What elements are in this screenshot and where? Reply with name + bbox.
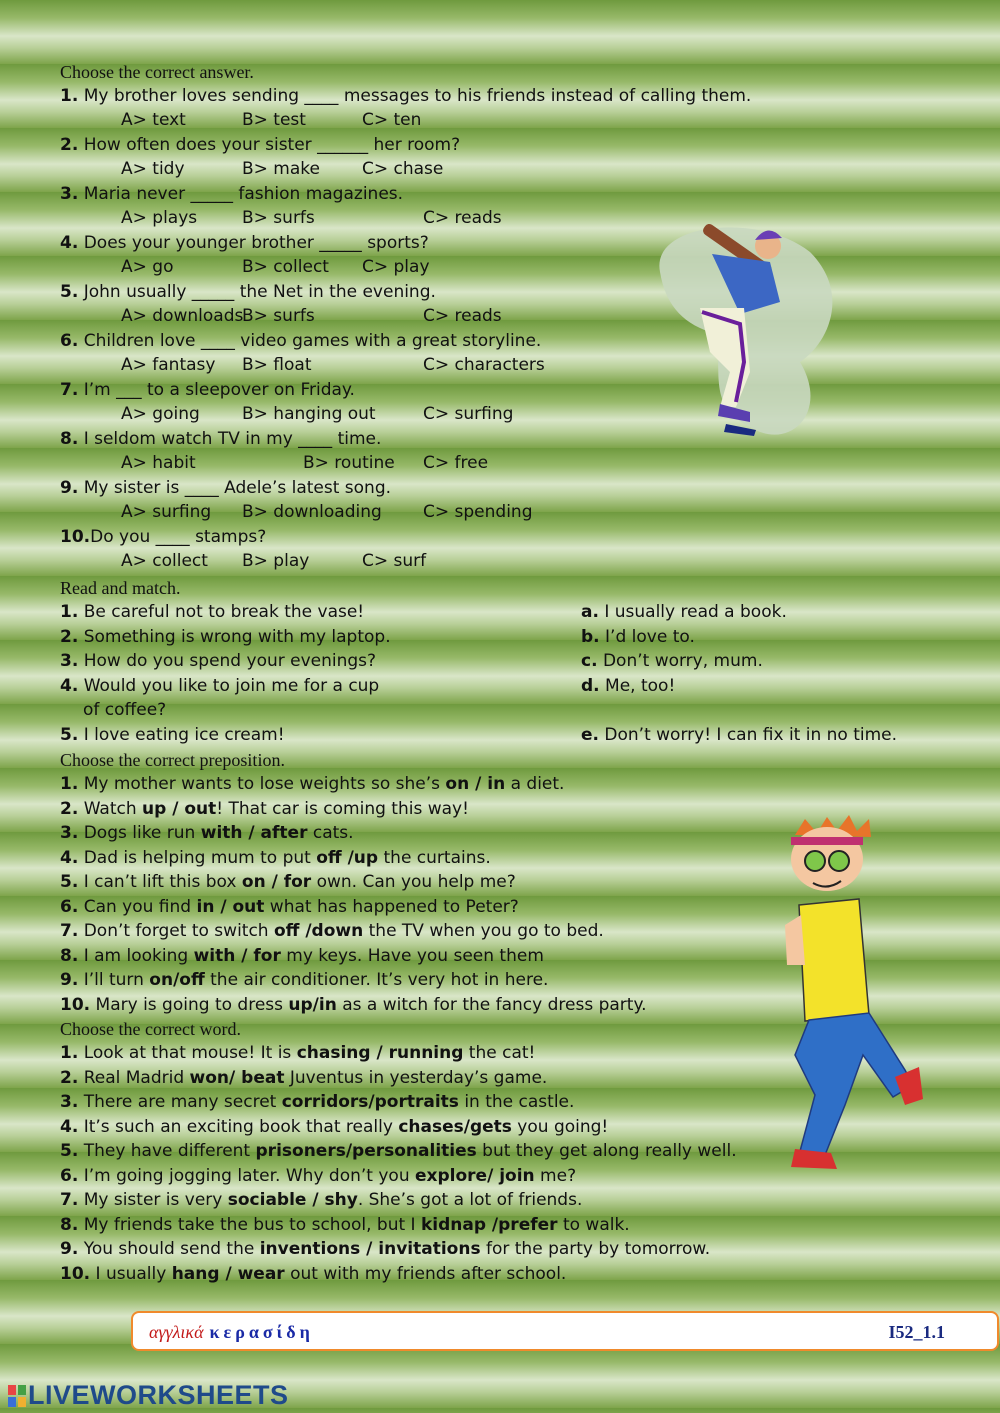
sentence-text-before: I’ll turn [83,970,150,990]
match-right-item [581,723,897,747]
answer-option-a[interactable]: A> fantasy [121,355,216,375]
question-line [60,133,460,157]
question-text: John usually _____ the Net in the evening. [83,282,436,302]
match-number: 3. [60,651,79,671]
sentence-line [60,1139,737,1163]
match-text: Me, too! [605,676,676,696]
word-choice[interactable]: off /up [316,847,379,868]
sentence-text-before: Dogs like run [83,823,201,843]
sentence-number: 5. [60,872,79,892]
sentence-line [60,895,519,919]
question-number: 5. [60,282,79,302]
match-left-item [60,674,379,698]
match-text: Don’t worry, mum. [602,651,763,671]
question-text: How often does your sister ______ her room? [83,135,461,155]
sentence-number: 9. [60,970,79,990]
word-choice[interactable]: kidnap /prefer [420,1214,558,1235]
sentence-text-after: the curtains. [378,847,491,868]
word-choice[interactable]: on / in [445,774,506,794]
match-left-item [60,723,285,747]
sentence-text-after: me? [534,1165,577,1186]
sentence-text-before: They have different [83,1141,256,1161]
sentence-text-after: to walk. [557,1214,630,1235]
match-letter: a. [581,602,599,622]
match-text: I’d love to. [605,627,695,647]
sentence-text-after: a diet. [505,774,565,794]
sentence-text-before: Real Madrid [83,1067,190,1088]
question-line [60,182,403,206]
answer-option-c[interactable]: C> play [362,257,430,277]
sentence-line [60,821,354,845]
sentence-text-before: I am looking [83,945,194,966]
sentence-text-before: Mary is going to dress [95,994,289,1015]
word-choice[interactable]: up/in [288,994,337,1015]
sentence-text-after: for the party by tomorrow. [480,1239,711,1259]
sentence-line [60,1115,608,1139]
match-right-item [581,600,787,624]
sentence-line [60,1188,582,1212]
sentence-text-before: I can’t lift this box [83,872,242,892]
baseball-player-illustration [640,212,840,442]
sentence-text-after: as a witch for the fancy dress party. [336,994,647,1015]
match-text: Something is wrong with my laptop. [83,627,391,647]
section1-heading: Choose the correct answer. [60,62,254,82]
sentence-line [60,968,548,992]
match-number: 2. [60,627,79,647]
sentence-number: 10. [60,1263,91,1284]
sentence-line [60,772,564,796]
word-choice[interactable]: in / out [196,896,265,917]
sentence-number: 8. [60,945,79,966]
sentence-number: 1. [60,1043,79,1063]
word-choice[interactable]: on / for [241,872,312,892]
answer-option-a[interactable]: A> plays [121,208,198,228]
question-number: 1. [60,86,79,106]
match-text: of coffee? [83,700,167,720]
sentence-number: 10. [60,994,91,1015]
answer-option-c[interactable]: C> surf [362,551,427,571]
sentence-text-before: Watch [83,798,143,819]
footer-banner [131,1311,999,1351]
match-letter: b. [581,627,600,647]
sentence-text-before: Can you find [83,896,197,917]
question-number: 6. [60,331,79,351]
answer-option-a[interactable]: A> habit [121,453,196,473]
answer-option-b[interactable]: B> make [242,159,320,179]
answer-option-a[interactable]: A> tidy [121,159,185,179]
match-number: 5. [60,725,79,745]
answer-option-b[interactable]: B> surfs [242,208,315,228]
sentence-text-after: . She’s got a lot of friends. [357,1190,583,1210]
sentence-text-after: ! That car is coming this way! [216,798,469,819]
match-left-item [60,600,364,624]
answer-option-c[interactable]: C> free [423,453,489,473]
sentence-text-after: my keys. Have you seen them [280,945,544,966]
sentence-number: 2. [60,798,79,819]
answer-option-b[interactable]: B> hanging out [242,404,376,424]
question-line [60,378,355,402]
sentence-text-after: what has happened to Peter? [264,896,519,917]
section2-heading: Read and match. [60,578,181,598]
sentence-text-after: cats. [307,823,354,843]
sentence-text-after: the air conditioner. It’s very hot in here. [204,970,549,990]
word-choice[interactable]: inventions / invitations [259,1239,481,1259]
sentence-text-after: the TV when you go to bed. [363,921,604,941]
sentence-number: 8. [60,1214,79,1235]
sentence-number: 4. [60,1116,79,1137]
question-text: Do you ____ stamps? [90,527,267,547]
answer-option-a[interactable]: A> going [121,404,200,424]
question-number: 2. [60,135,79,155]
answer-option-b[interactable]: B> play [242,551,310,571]
liveworksheets-logo[interactable] [8,1380,289,1411]
footer-brand-red: αγγλικά [149,1322,204,1342]
word-choice[interactable]: won/ beat [189,1067,285,1088]
sentence-text-before: My friends take the bus to school, but I [83,1214,421,1235]
answer-option-c[interactable]: C> surfing [423,404,514,424]
sentence-text-before: Dad is helping mum to put [83,847,317,868]
question-text: Maria never _____ fashion magazines. [83,184,404,204]
answer-option-a[interactable]: A> go [121,257,174,277]
question-text: I’m ___ to a sleepover on Friday. [83,380,355,400]
sentence-number: 6. [60,896,79,917]
sentence-text-after: out with my friends after school. [284,1263,567,1284]
sentence-text-after: you going! [511,1116,609,1137]
liveworksheets-logo-text: LIVEWORKSHEETS [28,1380,289,1410]
question-text: My brother loves sending ____ messages to his friends instead of calling them. [83,86,752,106]
sentence-number: 1. [60,774,79,794]
sentence-text-before: You should send the [83,1239,260,1259]
answer-option-c[interactable]: C> characters [423,355,545,375]
question-text: I seldom watch TV in my ____ time. [83,429,382,449]
match-text: Would you like to join me for a cup [83,676,380,696]
answer-option-a[interactable]: A> downloads [121,306,244,326]
match-text: I love eating ice cream! [83,725,285,745]
question-number: 3. [60,184,79,204]
sentence-line [60,1041,535,1065]
sentence-text-before: My mother wants to lose weights so she’s [83,774,446,794]
sentence-line [60,1090,574,1114]
word-choice[interactable]: with / for [193,945,281,966]
match-text: How do you spend your evenings? [83,651,377,671]
sentence-text-before: I’m going jogging later. Why don’t you [83,1165,415,1186]
answer-option-c[interactable]: C> reads [423,306,502,326]
sentence-line [60,1262,566,1286]
footer-brand [149,1322,314,1343]
answer-option-b[interactable]: B> float [242,355,312,375]
answer-option-b[interactable]: B> routine [303,453,395,473]
answer-option-c[interactable]: C> spending [423,502,533,522]
liveworksheets-logo-icon [8,1385,26,1407]
sentence-line [60,993,647,1017]
match-left-item [83,698,166,722]
word-choice[interactable]: chasing / running [296,1043,464,1063]
word-choice[interactable]: corridors/portraits [281,1092,459,1112]
question-line [60,525,266,549]
sentence-line [60,797,469,821]
word-choice[interactable]: chases/gets [398,1116,512,1137]
sentence-line [60,919,604,943]
question-text: Does your younger brother _____ sports? [83,233,429,253]
sentence-number: 6. [60,1165,79,1186]
sentence-number: 2. [60,1067,79,1088]
sentence-text-before: My sister is very [83,1190,228,1210]
question-text: My sister is ____ Adele’s latest song. [83,478,392,498]
answer-option-a[interactable]: A> text [121,110,186,130]
sentence-text-before: There are many secret [83,1092,282,1112]
sentence-number: 7. [60,921,79,941]
question-line [60,84,751,108]
match-text: I usually read a book. [604,602,787,622]
footer-code: I52_1.1 [888,1322,945,1342]
jogging-boy-illustration [765,815,930,1180]
answer-option-c[interactable]: C> chase [362,159,444,179]
word-choice[interactable]: on/off [149,970,205,990]
sentence-line [60,870,516,894]
sentence-text-before: Look at that mouse! It is [83,1043,297,1063]
sentence-line [60,1066,547,1090]
sentence-text-after: the cat! [463,1043,536,1063]
question-number: 7. [60,380,79,400]
match-left-item [60,649,376,673]
word-choice[interactable]: explore/ join [415,1165,535,1186]
sentence-text-after: own. Can you help me? [311,872,516,892]
match-letter: c. [581,651,598,671]
match-letter: d. [581,676,600,696]
match-right-item [581,625,695,649]
match-right-item [581,674,675,698]
question-number: 8. [60,429,79,449]
question-line [60,427,381,451]
word-choice[interactable]: hang / wear [171,1263,285,1284]
question-number: 10. [60,527,91,547]
word-choice[interactable]: prisoners/personalities [255,1141,477,1161]
word-choice[interactable]: sociable / shy [227,1190,358,1210]
match-right-item [581,649,763,673]
sentence-number: 3. [60,823,79,843]
match-left-item [60,625,391,649]
sentence-number: 5. [60,1141,79,1161]
answer-option-b[interactable]: B> surfs [242,306,315,326]
sentence-text-before: It’s such an exciting book that really [83,1116,399,1137]
sentence-line [60,1213,630,1237]
question-line [60,476,391,500]
sentence-number: 4. [60,847,79,868]
question-number: 4. [60,233,79,253]
sentence-text-before: Don’t forget to switch [83,921,274,941]
sentence-number: 9. [60,1239,79,1259]
answer-option-a[interactable]: A> collect [121,551,208,571]
sentence-number: 7. [60,1190,79,1210]
sentence-line [60,1237,710,1261]
sentence-line [60,846,491,870]
sentence-text-after: but they get along really well. [476,1141,737,1161]
answer-option-b[interactable]: B> collect [242,257,329,277]
section3-heading: Choose the correct preposition. [60,750,285,770]
question-line [60,231,429,255]
question-line [60,329,541,353]
question-text: Children love ____ video games with a great storyline. [83,331,542,351]
answer-option-c[interactable]: C> reads [423,208,502,228]
answer-option-b[interactable]: B> downloading [242,502,382,522]
answer-option-c[interactable]: C> ten [362,110,422,130]
match-text: Don’t worry! I can fix it in no time. [604,725,898,745]
question-line [60,280,436,304]
question-number: 9. [60,478,79,498]
section4-heading: Choose the correct word. [60,1019,241,1039]
word-choice[interactable]: up / out [142,798,217,819]
word-choice[interactable]: with / after [200,823,308,843]
match-text: Be careful not to break the vase! [83,602,365,622]
match-number: 4. [60,676,79,696]
match-number: 1. [60,602,79,622]
answer-option-b[interactable]: B> test [242,110,306,130]
sentence-line [60,944,544,968]
match-letter: e. [581,725,599,745]
answer-option-a[interactable]: A> surfing [121,502,212,522]
footer-brand-blue: κερασίδη [209,1322,314,1342]
sentence-text-after: in the castle. [458,1092,575,1112]
sentence-number: 3. [60,1092,79,1112]
sentence-text-before: I usually [95,1263,172,1284]
sentence-line [60,1164,576,1188]
sentence-text-after: Juventus in yesterday’s game. [284,1067,548,1088]
word-choice[interactable]: off /down [273,921,364,941]
